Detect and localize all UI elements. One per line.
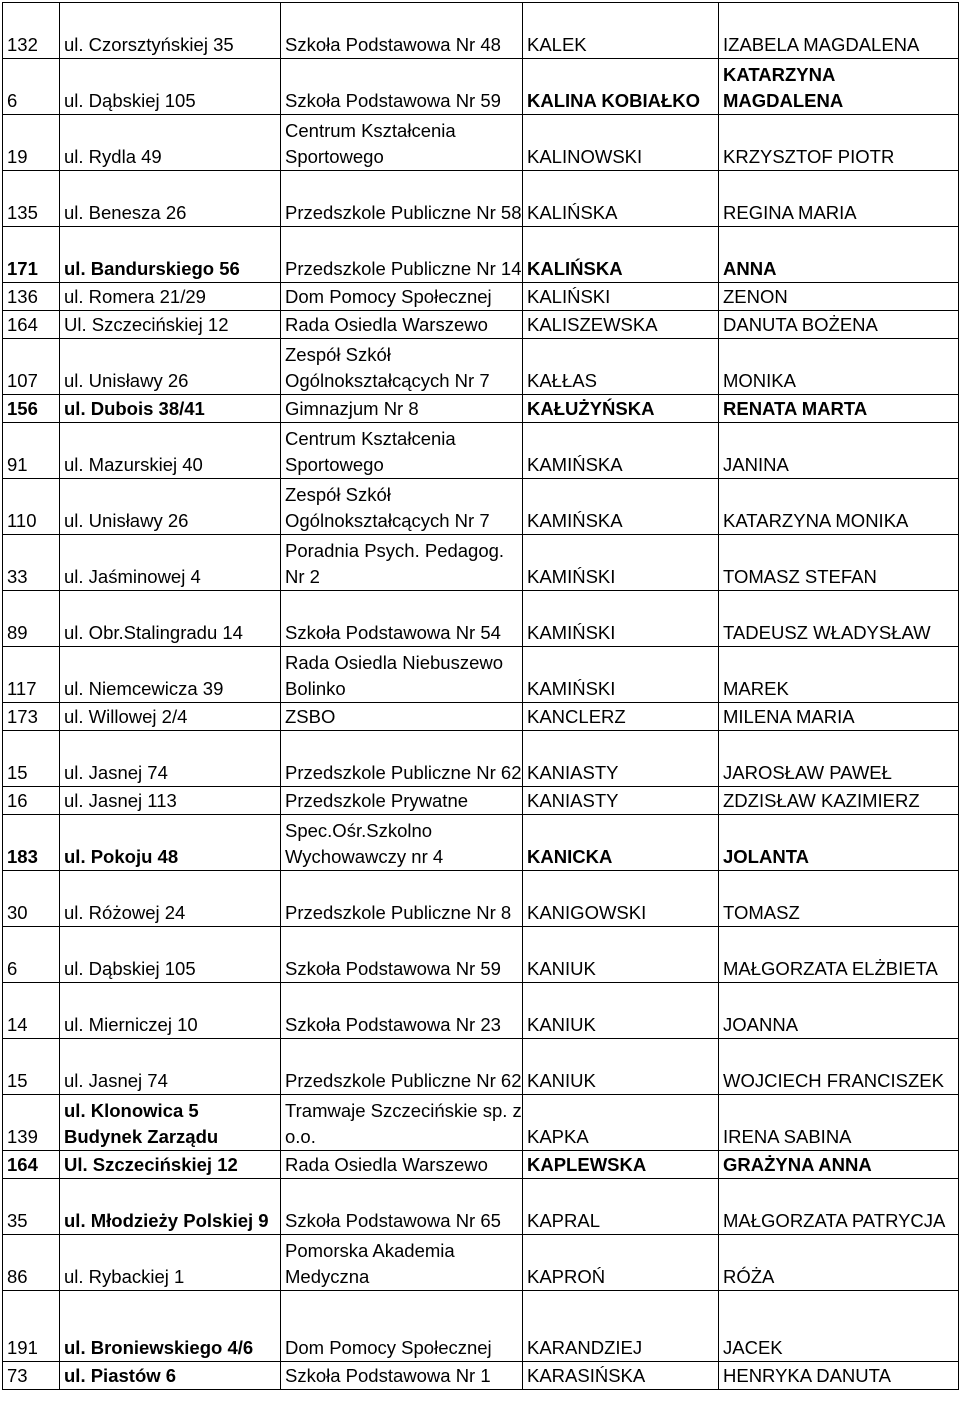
row-number: 171 [3, 227, 60, 283]
table-row [3, 871, 959, 927]
given-names-cell: GRAŻYNA ANNA [719, 1151, 959, 1179]
row-number: 15 [3, 1039, 60, 1095]
row-number: 164 [3, 1151, 60, 1179]
address-cell: ul. Mierniczej 10 [60, 983, 281, 1039]
institution-cell: Przedszkole Publiczne Nr 14 [281, 227, 523, 283]
table-body [3, 3, 959, 1390]
table-row [3, 423, 959, 479]
row-number: 91 [3, 423, 60, 479]
given-names-cell: ZDZISŁAW KAZIMIERZ [719, 787, 959, 815]
row-number: 73 [3, 1362, 60, 1390]
surname-cell: KANICKA [523, 815, 719, 871]
row-number: 107 [3, 339, 60, 395]
given-names-cell: DANUTA BOŻENA [719, 311, 959, 339]
address-cell: ul. Dubois 38/41 [60, 395, 281, 423]
institution-cell: Spec.Ośr.Szkolno Wychowawczy nr 4 [281, 815, 523, 871]
row-number: 164 [3, 311, 60, 339]
given-names-cell: MAŁGORZATA ELŻBIETA [719, 927, 959, 983]
table-row [3, 3, 959, 59]
surname-cell: KANCLERZ [523, 703, 719, 731]
address-cell: ul. Romera 21/29 [60, 283, 281, 311]
row-number: 89 [3, 591, 60, 647]
table-row [3, 227, 959, 283]
surname-cell: KAMIŃSKA [523, 479, 719, 535]
row-number: 173 [3, 703, 60, 731]
table-row [3, 59, 959, 115]
institution-cell: Szkoła Podstawowa Nr 23 [281, 983, 523, 1039]
institution-cell: Przedszkole Publiczne Nr 8 [281, 871, 523, 927]
address-cell: ul. Piastów 6 [60, 1362, 281, 1390]
table-row [3, 171, 959, 227]
address-cell: ul. Dąbskiej 105 [60, 59, 281, 115]
surname-cell: KANIGOWSKI [523, 871, 719, 927]
address-cell: ul. Willowej 2/4 [60, 703, 281, 731]
surname-cell: KALEK [523, 3, 719, 59]
table-row [3, 1095, 959, 1151]
row-number: 135 [3, 171, 60, 227]
staff-table [2, 2, 959, 1390]
given-names-cell: MAŁGORZATA PATRYCJA [719, 1179, 959, 1235]
given-names-cell: HENRYKA DANUTA [719, 1362, 959, 1390]
table-row [3, 311, 959, 339]
institution-cell: Centrum Kształcenia Sportowego [281, 423, 523, 479]
given-names-cell: RENATA MARTA [719, 395, 959, 423]
given-names-cell: MILENA MARIA [719, 703, 959, 731]
table-row [3, 1039, 959, 1095]
table-row [3, 927, 959, 983]
institution-cell: Rada Osiedla Warszewo [281, 311, 523, 339]
institution-cell: Szkoła Podstawowa Nr 65 [281, 1179, 523, 1235]
row-number: 139 [3, 1095, 60, 1151]
address-cell: Ul. Szczecińskiej 12 [60, 311, 281, 339]
row-number: 33 [3, 535, 60, 591]
institution-cell: Przedszkole Publiczne Nr 62 [281, 731, 523, 787]
institution-cell: Dom Pomocy Społecznej [281, 1291, 523, 1362]
surname-cell: KANIASTY [523, 731, 719, 787]
table-row [3, 647, 959, 703]
address-cell: ul. Bandurskiego 56 [60, 227, 281, 283]
table-row [3, 479, 959, 535]
institution-cell: Poradnia Psych. Pedagog. Nr 2 [281, 535, 523, 591]
address-cell: ul. Mazurskiej 40 [60, 423, 281, 479]
table-row [3, 1291, 959, 1362]
address-cell: ul. Broniewskiego 4/6 [60, 1291, 281, 1362]
surname-cell: KARASIŃSKA [523, 1362, 719, 1390]
institution-cell: Szkoła Podstawowa Nr 48 [281, 3, 523, 59]
row-number: 183 [3, 815, 60, 871]
given-names-cell: JOLANTA [719, 815, 959, 871]
given-names-cell: JAROSŁAW PAWEŁ [719, 731, 959, 787]
table-row [3, 1362, 959, 1390]
row-number: 6 [3, 927, 60, 983]
given-names-cell: JACEK [719, 1291, 959, 1362]
given-names-cell: KATARZYNA MAGDALENA [719, 59, 959, 115]
table-row [3, 815, 959, 871]
table-row [3, 535, 959, 591]
surname-cell: KALISZEWSKA [523, 311, 719, 339]
row-number: 15 [3, 731, 60, 787]
given-names-cell: KRZYSZTOF PIOTR [719, 115, 959, 171]
institution-cell: Przedszkole Prywatne [281, 787, 523, 815]
surname-cell: KARANDZIEJ [523, 1291, 719, 1362]
address-cell: ul. Unisławy 26 [60, 339, 281, 395]
institution-cell: Szkoła Podstawowa Nr 59 [281, 927, 523, 983]
surname-cell: KAMIŃSKA [523, 423, 719, 479]
institution-cell: Szkoła Podstawowa Nr 59 [281, 59, 523, 115]
address-cell: ul. Jasnej 74 [60, 1039, 281, 1095]
row-number: 136 [3, 283, 60, 311]
institution-cell: Zespół Szkół Ogólnokształcących Nr 7 [281, 479, 523, 535]
institution-cell: ZSBO [281, 703, 523, 731]
given-names-cell: RÓŻA [719, 1235, 959, 1291]
row-number: 191 [3, 1291, 60, 1362]
address-cell: ul. Unisławy 26 [60, 479, 281, 535]
row-number: 110 [3, 479, 60, 535]
surname-cell: KAŁŁAS [523, 339, 719, 395]
address-cell: Ul. Szczecińskiej 12 [60, 1151, 281, 1179]
row-number: 35 [3, 1179, 60, 1235]
address-cell: ul. Klonowica 5 Budynek Zarządu [60, 1095, 281, 1151]
row-number: 156 [3, 395, 60, 423]
address-cell: ul. Niemcewicza 39 [60, 647, 281, 703]
row-number: 117 [3, 647, 60, 703]
table-row [3, 1235, 959, 1291]
given-names-cell: TOMASZ STEFAN [719, 535, 959, 591]
given-names-cell: TOMASZ [719, 871, 959, 927]
table-row [3, 115, 959, 171]
table-row [3, 1151, 959, 1179]
institution-cell: Gimnazjum Nr 8 [281, 395, 523, 423]
address-cell: ul. Czorsztyńskiej 35 [60, 3, 281, 59]
address-cell: ul. Dąbskiej 105 [60, 927, 281, 983]
table-row [3, 395, 959, 423]
given-names-cell: TADEUSZ WŁADYSŁAW [719, 591, 959, 647]
address-cell: ul. Jaśminowej 4 [60, 535, 281, 591]
address-cell: ul. Benesza 26 [60, 171, 281, 227]
surname-cell: KANIUK [523, 1039, 719, 1095]
surname-cell: KANIUK [523, 927, 719, 983]
given-names-cell: MONIKA [719, 339, 959, 395]
institution-cell: Tramwaje Szczecińskie sp. z o.o. [281, 1095, 523, 1151]
address-cell: ul. Obr.Stalingradu 14 [60, 591, 281, 647]
surname-cell: KAPROŃ [523, 1235, 719, 1291]
institution-cell: Dom Pomocy Społecznej [281, 283, 523, 311]
given-names-cell: JOANNA [719, 983, 959, 1039]
surname-cell: KALIŃSKA [523, 171, 719, 227]
table-row [3, 983, 959, 1039]
address-cell: ul. Rydla 49 [60, 115, 281, 171]
institution-cell: Zespół Szkół Ogólnokształcących Nr 7 [281, 339, 523, 395]
given-names-cell: ANNA [719, 227, 959, 283]
row-number: 19 [3, 115, 60, 171]
institution-cell: Rada Osiedla Niebuszewo Bolinko [281, 647, 523, 703]
row-number: 6 [3, 59, 60, 115]
row-number: 132 [3, 3, 60, 59]
address-cell: ul. Pokoju 48 [60, 815, 281, 871]
address-cell: ul. Młodzieży Polskiej 9 [60, 1179, 281, 1235]
given-names-cell: IRENA SABINA [719, 1095, 959, 1151]
surname-cell: KAPRAL [523, 1179, 719, 1235]
surname-cell: KAMIŃSKI [523, 647, 719, 703]
institution-cell: Szkoła Podstawowa Nr 1 [281, 1362, 523, 1390]
given-names-cell: ZENON [719, 283, 959, 311]
table-row [3, 787, 959, 815]
given-names-cell: KATARZYNA MONIKA [719, 479, 959, 535]
table-row [3, 703, 959, 731]
institution-cell: Rada Osiedla Warszewo [281, 1151, 523, 1179]
table-row [3, 1179, 959, 1235]
row-number: 14 [3, 983, 60, 1039]
table-row [3, 339, 959, 395]
row-number: 86 [3, 1235, 60, 1291]
surname-cell: KAPLEWSKA [523, 1151, 719, 1179]
address-cell: ul. Jasnej 113 [60, 787, 281, 815]
surname-cell: KALINA KOBIAŁKO [523, 59, 719, 115]
surname-cell: KANIUK [523, 983, 719, 1039]
given-names-cell: JANINA [719, 423, 959, 479]
institution-cell: Centrum Kształcenia Sportowego [281, 115, 523, 171]
institution-cell: Przedszkole Publiczne Nr 58 [281, 171, 523, 227]
surname-cell: KAMIŃSKI [523, 591, 719, 647]
given-names-cell: REGINA MARIA [719, 171, 959, 227]
surname-cell: KALIŃSKI [523, 283, 719, 311]
address-cell: ul. Różowej 24 [60, 871, 281, 927]
row-number: 16 [3, 787, 60, 815]
institution-cell: Przedszkole Publiczne Nr 62 [281, 1039, 523, 1095]
given-names-cell: WOJCIECH FRANCISZEK [719, 1039, 959, 1095]
table-row [3, 283, 959, 311]
given-names-cell: IZABELA MAGDALENA [719, 3, 959, 59]
table-row [3, 731, 959, 787]
row-number: 30 [3, 871, 60, 927]
institution-cell: Pomorska Akademia Medyczna [281, 1235, 523, 1291]
surname-cell: KALIŃSKA [523, 227, 719, 283]
institution-cell: Szkoła Podstawowa Nr 54 [281, 591, 523, 647]
surname-cell: KAMIŃSKI [523, 535, 719, 591]
surname-cell: KAPKA [523, 1095, 719, 1151]
surname-cell: KALINOWSKI [523, 115, 719, 171]
surname-cell: KAŁUŻYŃSKA [523, 395, 719, 423]
given-names-cell: MAREK [719, 647, 959, 703]
address-cell: ul. Jasnej 74 [60, 731, 281, 787]
surname-cell: KANIASTY [523, 787, 719, 815]
address-cell: ul. Rybackiej 1 [60, 1235, 281, 1291]
table-row [3, 591, 959, 647]
